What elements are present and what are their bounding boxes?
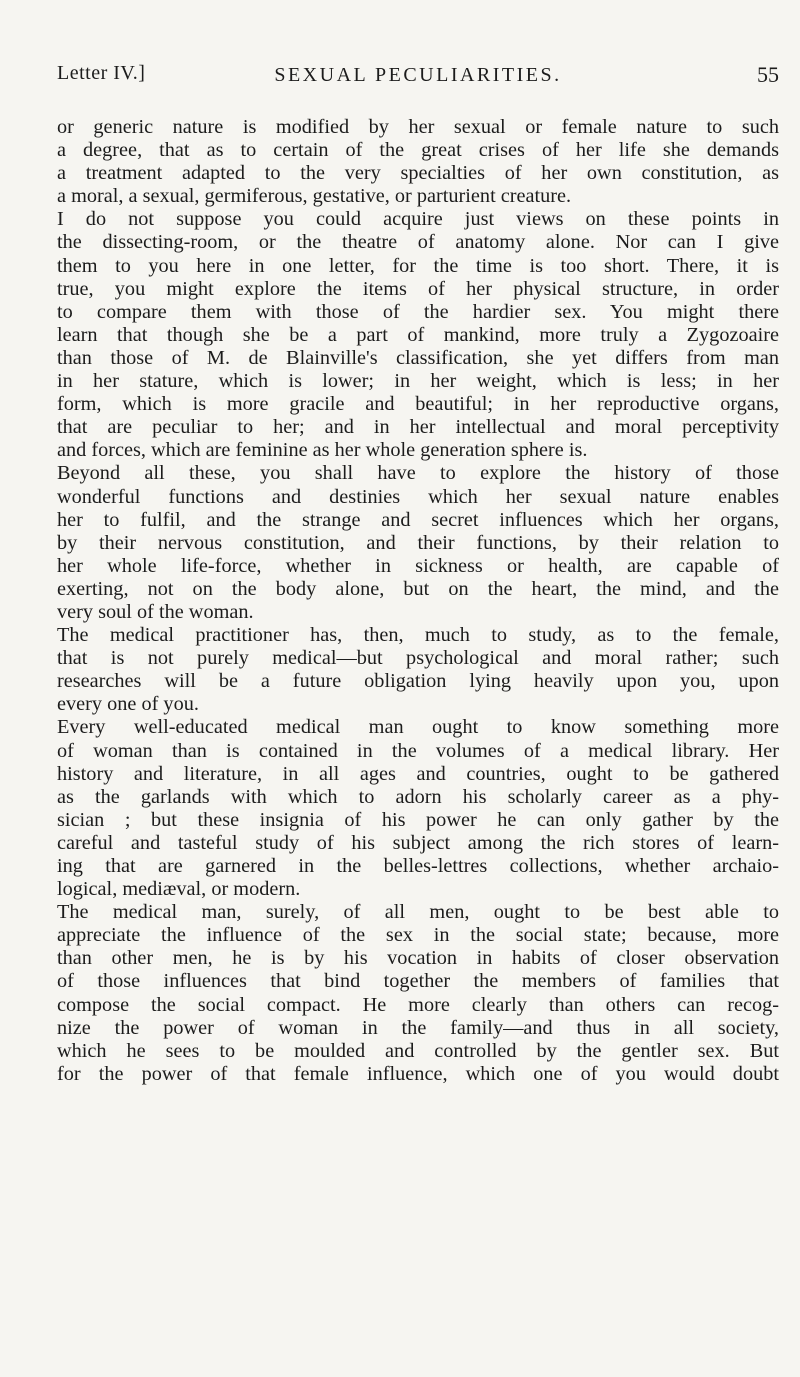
text-line: The medical practitioner has, then, much to study, as to the female, (57, 624, 779, 647)
text-line: logical, mediæval, or modern. (57, 878, 301, 901)
text-line: learn that though she be a part of mankind, more truly a Zygozoaire (57, 323, 779, 346)
text-line: history and literature, in all ages and countries, ought to be gathered (57, 762, 779, 785)
text-line: researches will be a future obligation lying heavily upon you, upon (57, 670, 779, 693)
page-title: SEXUAL PECULIARITIES. (274, 64, 562, 86)
text-line: appreciate the influence of the sex in the social state; because, more (57, 924, 779, 947)
text-line: or generic nature is modified by her sexual or female nature to such (57, 116, 779, 138)
text-line: compose the social compact. He more clearly than others can recog- (57, 993, 779, 1016)
text-line: a moral, a sexual, germiferous, gestative, or parturient creature. (57, 185, 572, 208)
text-line: of those influences that bind together the members of families that (57, 970, 779, 993)
chapter-reference: Letter IV.] (57, 62, 146, 84)
text-line: exerting, not on the body alone, but on the heart, the mind, and the (57, 577, 779, 600)
text-line: The medical man, surely, of all men, ought to be best able to (57, 901, 779, 924)
text-line: to compare them with those of the hardier sex. You might there (57, 300, 779, 323)
text-line: her whole life-force, whether in sickness or health, are capable of (57, 554, 779, 577)
text-line: very soul of the woman. (57, 600, 254, 623)
text-line: and forces, which are feminine as her whole generation sphere is. (57, 439, 588, 462)
text-line: I do not suppose you could acquire just views on these points in (57, 208, 779, 231)
text-line: a degree, that as to certain of the great crises of her life she demands (57, 139, 779, 162)
text-line: than those of M. de Blainville's classification, she yet differs from man (57, 346, 779, 369)
body-text (57, 116, 779, 1086)
text-line: wonderful functions and destinies which her sexual nature enables (57, 485, 779, 508)
text-line: as the garlands with which to adorn his scholarly career as a phy- (57, 785, 779, 808)
text-line: Every well-educated medical man ought to know something more (57, 716, 779, 739)
text-line: than other men, he is by his vocation in habits of closer observation (57, 947, 779, 970)
page-number: 55 (757, 62, 779, 87)
text-line: the dissecting-room, or the theatre of anatomy alone. Nor can I give (57, 231, 779, 254)
text-line: that is not purely medical—but psychological and moral rather; such (57, 647, 779, 670)
text-line: sician ; but these insignia of his power he can only gather by the (57, 808, 779, 831)
text-line: them to you here in one letter, for the time is too short. There, it is (57, 254, 779, 277)
text-line: nize the power of woman in the family—and thus in all society, (57, 1016, 779, 1039)
text-line: true, you might explore the items of her physical structure, in order (57, 277, 779, 300)
text-line: form, which is more gracile and beautiful; in her reproductive organs, (57, 393, 779, 416)
text-line: that are peculiar to her; and in her intellectual and moral perceptivity (57, 416, 779, 439)
text-line: every one of you. (57, 693, 199, 716)
text-line: of woman than is contained in the volumes of a medical library. Her (57, 739, 779, 762)
text-line: careful and tasteful study of his subject among the rich stores of learn- (57, 831, 779, 854)
text-line: which he sees to be moulded and controlled by the gentler sex. But (57, 1039, 779, 1062)
text-line: Beyond all these, you shall have to explore the history of those (57, 462, 779, 485)
text-line: her to fulfil, and the strange and secret influences which her organs, (57, 508, 779, 531)
text-line: ing that are garnered in the belles-lettres collections, whether archaio- (57, 855, 779, 877)
text-line: in her stature, which is lower; in her weight, which is less; in her (57, 370, 779, 393)
text-line: by their nervous constitution, and their functions, by their relation to (57, 531, 779, 554)
running-head (57, 62, 779, 92)
text-line: a treatment adapted to the very specialties of her own constitution, as (57, 162, 779, 185)
text-line: for the power of that female influence, which one of you would doubt (57, 1062, 779, 1085)
